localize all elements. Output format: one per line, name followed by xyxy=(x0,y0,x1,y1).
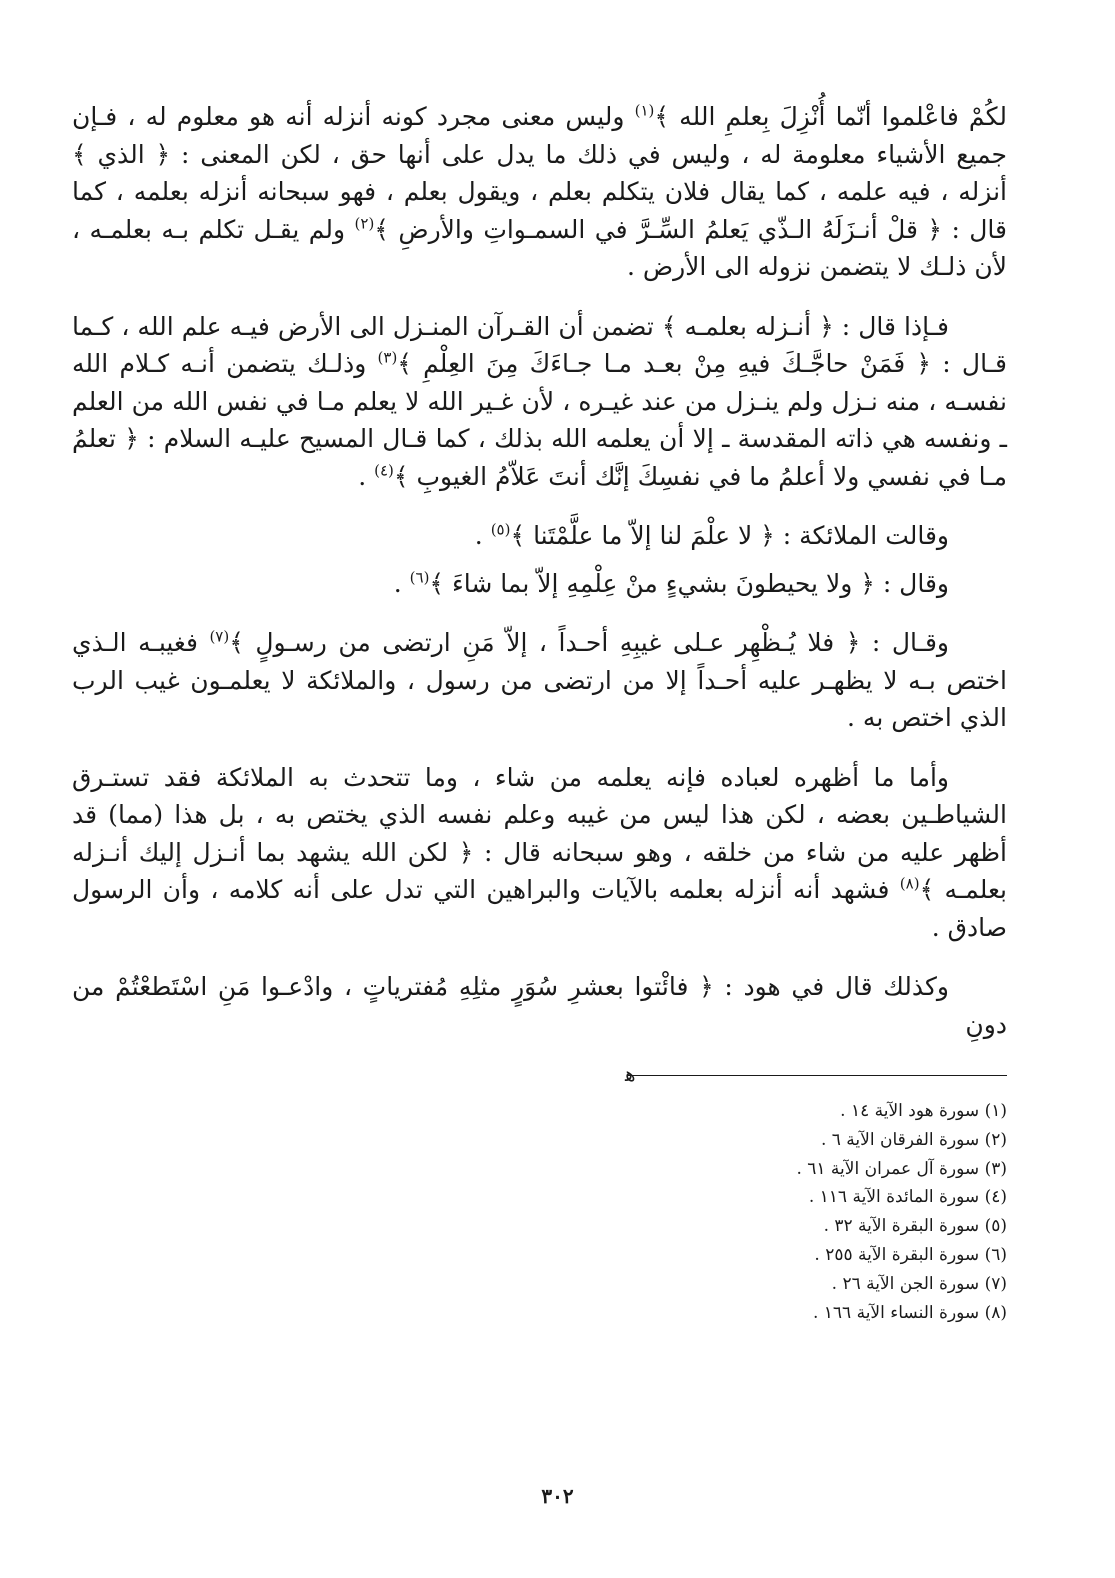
footnote-ref: (٢) xyxy=(354,214,375,233)
divider-line xyxy=(627,1075,1007,1076)
footnote-ref: (٧) xyxy=(209,627,230,646)
footnote-ref: (٨) xyxy=(899,874,920,893)
footnote-item: (٨) سورة النساء الآية ١٦٦ . xyxy=(812,1302,1007,1323)
paragraph-p3 xyxy=(72,517,1007,555)
footnote-ref: (٤) xyxy=(374,461,394,480)
text-run: وقال : ﴿ ولا يحيطونَ بشيءٍ منْ عِلْمِهِ إلاّ بما شاءَ ﴾ xyxy=(429,568,949,598)
page-body xyxy=(72,98,1007,1327)
paragraph-p6 xyxy=(72,759,1007,947)
main-text xyxy=(72,98,1007,1043)
paragraph-p4 xyxy=(72,565,1007,603)
footnote-item: (٣) سورة آل عمران الآية ٦١ . xyxy=(796,1158,1007,1179)
text-run: فغيبـه الـذي اختص بـه لا يظهـر عليه أحـداً إلا من ارتضى من رسول ، والملائكة لا يعلمـون غيب الرب الذي اختص به . xyxy=(72,628,1007,732)
paragraph-p1 xyxy=(72,98,1007,286)
footnote-ref: (١) xyxy=(634,101,655,120)
footnote-item: (٤) سورة المائدة الآية ١١٦ . xyxy=(808,1187,1007,1208)
text-run: ولم يقـل تكلم بـه بعلمـه ، لأن ذلـك لا يتضمن نزوله الى الأرض . xyxy=(72,214,1007,281)
paragraph-p5 xyxy=(72,624,1007,737)
text-run: لكُمْ فاعْلموا أنّما أُنْزِلَ بِعلمِ الله ﴾ xyxy=(654,102,1007,131)
text-run: . xyxy=(358,461,375,491)
footnote-ref: (٣) xyxy=(377,348,398,367)
footnote-ref: (٥) xyxy=(490,520,511,539)
paragraph-p7 xyxy=(72,968,1007,1043)
divider-mark: ﻫ xyxy=(625,1062,636,1086)
text-run: وليس معنى مجرد كونه أنزله أنه هو معلوم له ، فـإن جميع الأشياء معلومة له ، وليس في ذلك ما يدل على أنها حق ، لكن المعنى : ﴿ الذي ﴾ أنزله ، فيه علمه ، كما يقال فلان يتكلم بعلم ، ويقول بعلم ، فهو سبحانه أنزله بعلمه ، كما قال : ﴿ قلْ أنـزَلَهُ الـذّي يَعلمُ السِّـرَّ في السمـواتِ والأرضِ ﴾ xyxy=(72,102,1007,244)
text-run: . xyxy=(393,568,410,598)
text-run: وقالت الملائكة : ﴿ لا علْمَ لنا إلاّ ما علَّمْتَنا ﴾ xyxy=(510,521,949,550)
page-number: ٣٠٢ xyxy=(541,1484,574,1508)
text-run: وذلـك يتضمن أنـه كـلام الله نفسـه ، منه نـزل ولم ينـزل من عند غيـره ، لأن غـير الله لا يعلم مـا في نفس الله من العلم ـ ونفسه هي ذاته المقدسة ـ إلا أن يعلمه الله بذلك ، كما قـال المسيح عليـه السلام : ﴿ تعلمُ مـا في نفسي ولا أعلمُ ما في نفسِكَ إنَّك أنتَ عَلاّمُ الغيوبِ ﴾ xyxy=(72,349,1007,491)
text-run: وأما ما أظهره لعباده فإنه يعلمه من شاء ، وما تتحدث به الملائكة فقد تستـرق الشياطـين بعضه ، لكن هذا ليس من غيبه وعلم نفسه الذي يختص به ، بل هذا (مما) قد أظهر عليه من شاء من خلقه ، وهو سبحانه قال : ﴿ لكن الله يشهد بما أنـزل إليك أنـزله بعلمـه ﴾ xyxy=(72,762,1007,904)
footnote-divider xyxy=(625,1062,1007,1086)
text-run: وكذلك قال في هود : ﴿ فائْتوا بعشرِ سُوَرٍ مثلِهِ مُفترياتٍ ، وادْعـوا مَنِ اسْتَطعْتُمْ من دونِ xyxy=(72,972,1007,1039)
footnote-item: (٧) سورة الجن الآية ٢٦ . xyxy=(831,1273,1007,1294)
text-run: فـإذا قال : ﴿ أنـزله بعلمـه ﴾ تضمن أن القـرآن المنـزل الى الأرض فيـه علم الله ، كـما قـال : ﴿ فَمَنْ حاجَّـكَ فيهِ مِنْ بعـد مـا جـاءَكَ مِنَ العِلْمِ ﴾ xyxy=(72,311,1007,378)
footnotes-list xyxy=(72,1097,1007,1327)
footnote-item: (٢) سورة الفرقان الآية ٦ . xyxy=(820,1129,1007,1150)
footnote-item: (٦) سورة البقرة الآية ٢٥٥ . xyxy=(814,1244,1007,1265)
paragraph-p2 xyxy=(72,308,1007,496)
footnote-item: (٥) سورة البقرة الآية ٣٢ . xyxy=(823,1216,1007,1237)
text-run: وقـال : ﴿ فلا يُـظْهِر عـلى غيبِهِ أحـداً ، إلاّ مَنِ ارتضى من رسـولٍ ﴾ xyxy=(229,628,949,657)
footnote-ref: (٦) xyxy=(409,568,430,587)
footnote-item: (١) سورة هود الآية ١٤ . xyxy=(840,1101,1007,1121)
text-run: فشهد أنه أنزله بعلمه بالآيات والبراهين التي تدل على أنه كلامه ، وأن الرسول صادق . xyxy=(72,875,1007,942)
text-run: . xyxy=(474,521,491,550)
